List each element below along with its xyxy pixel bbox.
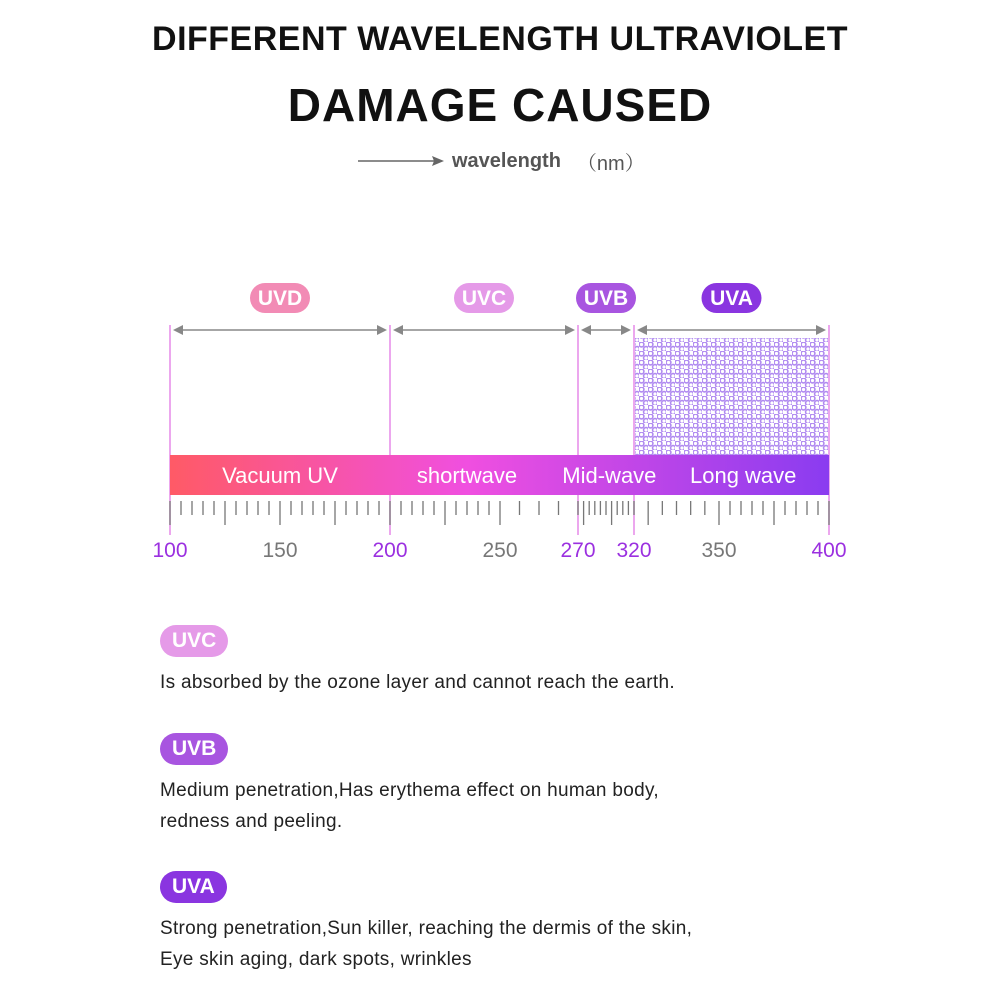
uva-description-text [160,913,860,975]
uvb-pill-label: UVB [583,287,629,310]
uva-hatch-region [635,338,828,455]
uvc-pill-label: UVC [461,287,507,310]
title-line-2: DAMAGE CAUSED [287,79,713,131]
description-line: Strong penetration,Sun killer, reaching the dermis of the skin, [160,918,693,939]
tick-label-150: 150 [262,539,298,562]
tick-label-320: 320 [616,539,652,562]
title-line-1: DIFFERENT WAVELENGTH ULTRAVIOLET [152,20,848,58]
uvc-arrowhead-right [565,325,575,335]
uva-badge: UVA [160,871,227,903]
uva-arrowhead-right [816,325,826,335]
description-line: Is absorbed by the ozone layer and cannot reach the earth. [160,672,675,693]
tick-label-270: 270 [560,539,596,562]
uvc-description [160,625,860,698]
uv-wavelength-diagram [0,270,1000,590]
uva-arrowhead-left [637,325,647,335]
uvc-badge: UVC [160,625,228,657]
wavelength-axis-caption [358,146,645,176]
uvb-arrowhead-left [581,325,591,335]
tick-label-350: 350 [701,539,737,562]
uvd-pill-label: UVD [257,287,303,310]
band-label-1: shortwave [416,463,518,488]
description-line: Eye skin aging, dark spots, wrinkles [160,949,472,970]
uva-pill-label: UVA [710,287,753,310]
uva-description [160,871,860,975]
arrow-right-icon [358,154,444,168]
tick-label-250: 250 [482,539,518,562]
tick-label-100: 100 [152,539,188,562]
axis-word: wavelength [452,149,561,172]
band-label-3: Long wave [689,463,797,488]
band-label-2: Mid-wave [562,463,657,488]
axis-unit: （nm） [576,152,645,175]
tick-label-400: 400 [811,539,847,562]
uvb-description-text [160,775,860,837]
uvb-arrowhead-right [621,325,631,335]
description-line: Medium penetration,Has erythema effect on human body, [160,780,659,801]
uvc-description-text [160,667,860,698]
tick-label-200: 200 [372,539,408,562]
band-label-0: Vacuum UV [222,463,338,488]
description-line: redness and peeling. [160,811,343,832]
uvd-arrowhead-right [377,325,387,335]
uvb-description [160,733,860,837]
uvb-badge: UVB [160,733,228,765]
uvc-arrowhead-left [393,325,403,335]
uvd-arrowhead-left [173,325,183,335]
